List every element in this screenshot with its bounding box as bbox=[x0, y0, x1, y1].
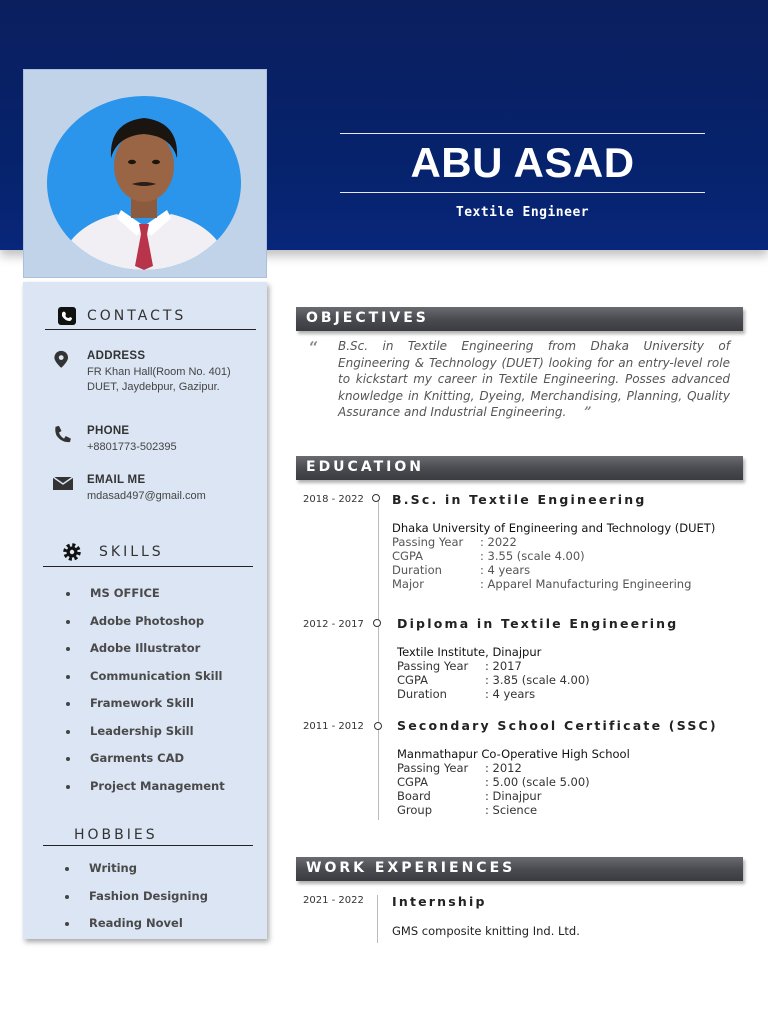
contact-card-icon bbox=[57, 306, 77, 326]
edu-row: CGPA : 5.00 (scale 5.00) bbox=[397, 775, 590, 789]
list-item: Communication Skill bbox=[63, 669, 225, 697]
location-pin-icon bbox=[53, 350, 77, 372]
phone-value[interactable]: +8801773-502395 bbox=[87, 441, 177, 453]
edu-row: Passing Year : 2012 bbox=[397, 761, 522, 775]
edu-title: Secondary School Certificate (SSC) bbox=[397, 718, 718, 733]
edu-row: Major : Apparel Manufacturing Engineering bbox=[392, 577, 692, 591]
list-item: MS OFFICE bbox=[63, 586, 225, 614]
skills-list bbox=[63, 586, 225, 806]
close-quote-icon: ” bbox=[584, 405, 592, 420]
edu-details bbox=[397, 645, 590, 701]
edu-title: Diploma in Textile Engineering bbox=[397, 616, 679, 631]
timeline-dot bbox=[372, 494, 380, 502]
edu-row: Passing Year : 2022 bbox=[392, 535, 517, 549]
envelope-icon bbox=[53, 474, 77, 496]
hobbies-heading bbox=[74, 827, 158, 843]
contacts-heading-label: CONTACTS bbox=[87, 308, 187, 324]
objective-paragraph: B.Sc. in Textile Engineering from Dhaka University of Engineering & Technology (DUET) looking for an entry-level role to kickstart my career in Textile Engineering. Posses advanced knowledge in Knitting, Dyeing, Merchandising, Planning, Quality Assurance and Industrial Engineering. bbox=[338, 339, 730, 419]
timeline-dot bbox=[373, 619, 381, 627]
edu-row: Group : Science bbox=[397, 803, 538, 817]
name-bottom-rule bbox=[340, 192, 705, 193]
work-company: GMS composite knitting Ind. Ltd. bbox=[392, 924, 580, 938]
hobbies-rule bbox=[43, 845, 253, 846]
candidate-title: Textile Engineer bbox=[455, 205, 590, 220]
hobbies-heading-label: HOBBIES bbox=[74, 827, 158, 843]
email-label: EMAIL ME bbox=[87, 474, 146, 486]
edu-row: CGPA : 3.55 (scale 4.00) bbox=[392, 549, 585, 563]
list-item: Garments CAD bbox=[63, 751, 225, 779]
edu-row: Board : Dinajpur bbox=[397, 789, 542, 803]
edu-row: Duration : 4 years bbox=[392, 563, 531, 577]
phone-label: PHONE bbox=[87, 425, 130, 437]
objectives-heading: OBJECTIVES bbox=[306, 310, 429, 326]
work-title: Internship bbox=[392, 894, 487, 909]
edu-details bbox=[392, 521, 715, 591]
address-label: ADDRESS bbox=[87, 350, 146, 362]
hobbies-list bbox=[62, 861, 208, 944]
list-item: Leadership Skill bbox=[63, 724, 225, 752]
address-line-2: DUET, Jaydebpur, Gazipur. bbox=[87, 381, 220, 393]
edu-title: B.Sc. in Textile Engineering bbox=[392, 492, 647, 507]
list-item: Adobe Illustrator bbox=[63, 641, 225, 669]
edu-row: Duration : 4 years bbox=[397, 687, 536, 701]
edu-row: CGPA : 3.85 (scale 4.00) bbox=[397, 673, 590, 687]
photo-frame bbox=[23, 69, 267, 278]
skills-rule bbox=[43, 566, 253, 567]
list-item: Adobe Photoshop bbox=[63, 614, 225, 642]
gear-icon bbox=[61, 541, 83, 563]
education-bar bbox=[296, 456, 743, 480]
edu-date: 2018 - 2022 bbox=[303, 494, 364, 505]
name-block bbox=[340, 133, 705, 220]
education-timeline bbox=[378, 500, 379, 820]
skills-heading-label: SKILLS bbox=[99, 544, 164, 560]
list-item: Fashion Designing bbox=[62, 889, 208, 917]
profile-photo bbox=[47, 96, 241, 270]
candidate-name: ABU ASAD bbox=[410, 139, 635, 186]
objectives-bar bbox=[296, 307, 743, 331]
address-line-1: FR Khan Hall(Room No. 401) bbox=[87, 366, 231, 378]
list-item: Writing bbox=[62, 861, 208, 889]
person-portrait-icon bbox=[47, 96, 241, 270]
work-experiences-bar bbox=[296, 857, 743, 881]
edu-row: Passing Year : 2017 bbox=[397, 659, 522, 673]
contacts-heading bbox=[57, 306, 186, 326]
objective-text bbox=[338, 338, 730, 422]
list-item: Reading Novel bbox=[62, 916, 208, 944]
edu-institution: Textile Institute, Dinajpur bbox=[397, 645, 542, 659]
skills-heading bbox=[61, 541, 164, 563]
timeline-dot bbox=[374, 722, 382, 730]
list-item: Project Management bbox=[63, 779, 225, 807]
edu-details bbox=[397, 747, 630, 817]
contacts-rule bbox=[45, 329, 256, 330]
sidebar bbox=[23, 282, 267, 939]
open-quote-icon: “ bbox=[309, 338, 319, 357]
work-experiences-heading: WORK EXPERIENCES bbox=[306, 860, 516, 876]
email-value[interactable]: mdasad497@gmail.com bbox=[87, 490, 206, 502]
phone-icon bbox=[53, 425, 77, 447]
edu-date: 2011 - 2012 bbox=[303, 721, 364, 732]
edu-institution: Manmathapur Co-Operative High School bbox=[397, 747, 630, 761]
address-value bbox=[87, 365, 267, 395]
education-heading: EDUCATION bbox=[306, 459, 424, 475]
work-timeline bbox=[377, 895, 378, 943]
work-date: 2021 - 2022 bbox=[303, 895, 364, 906]
edu-date: 2012 - 2017 bbox=[303, 619, 364, 630]
edu-institution: Dhaka University of Engineering and Technology (DUET) bbox=[392, 521, 716, 535]
list-item: Framework Skill bbox=[63, 696, 225, 724]
